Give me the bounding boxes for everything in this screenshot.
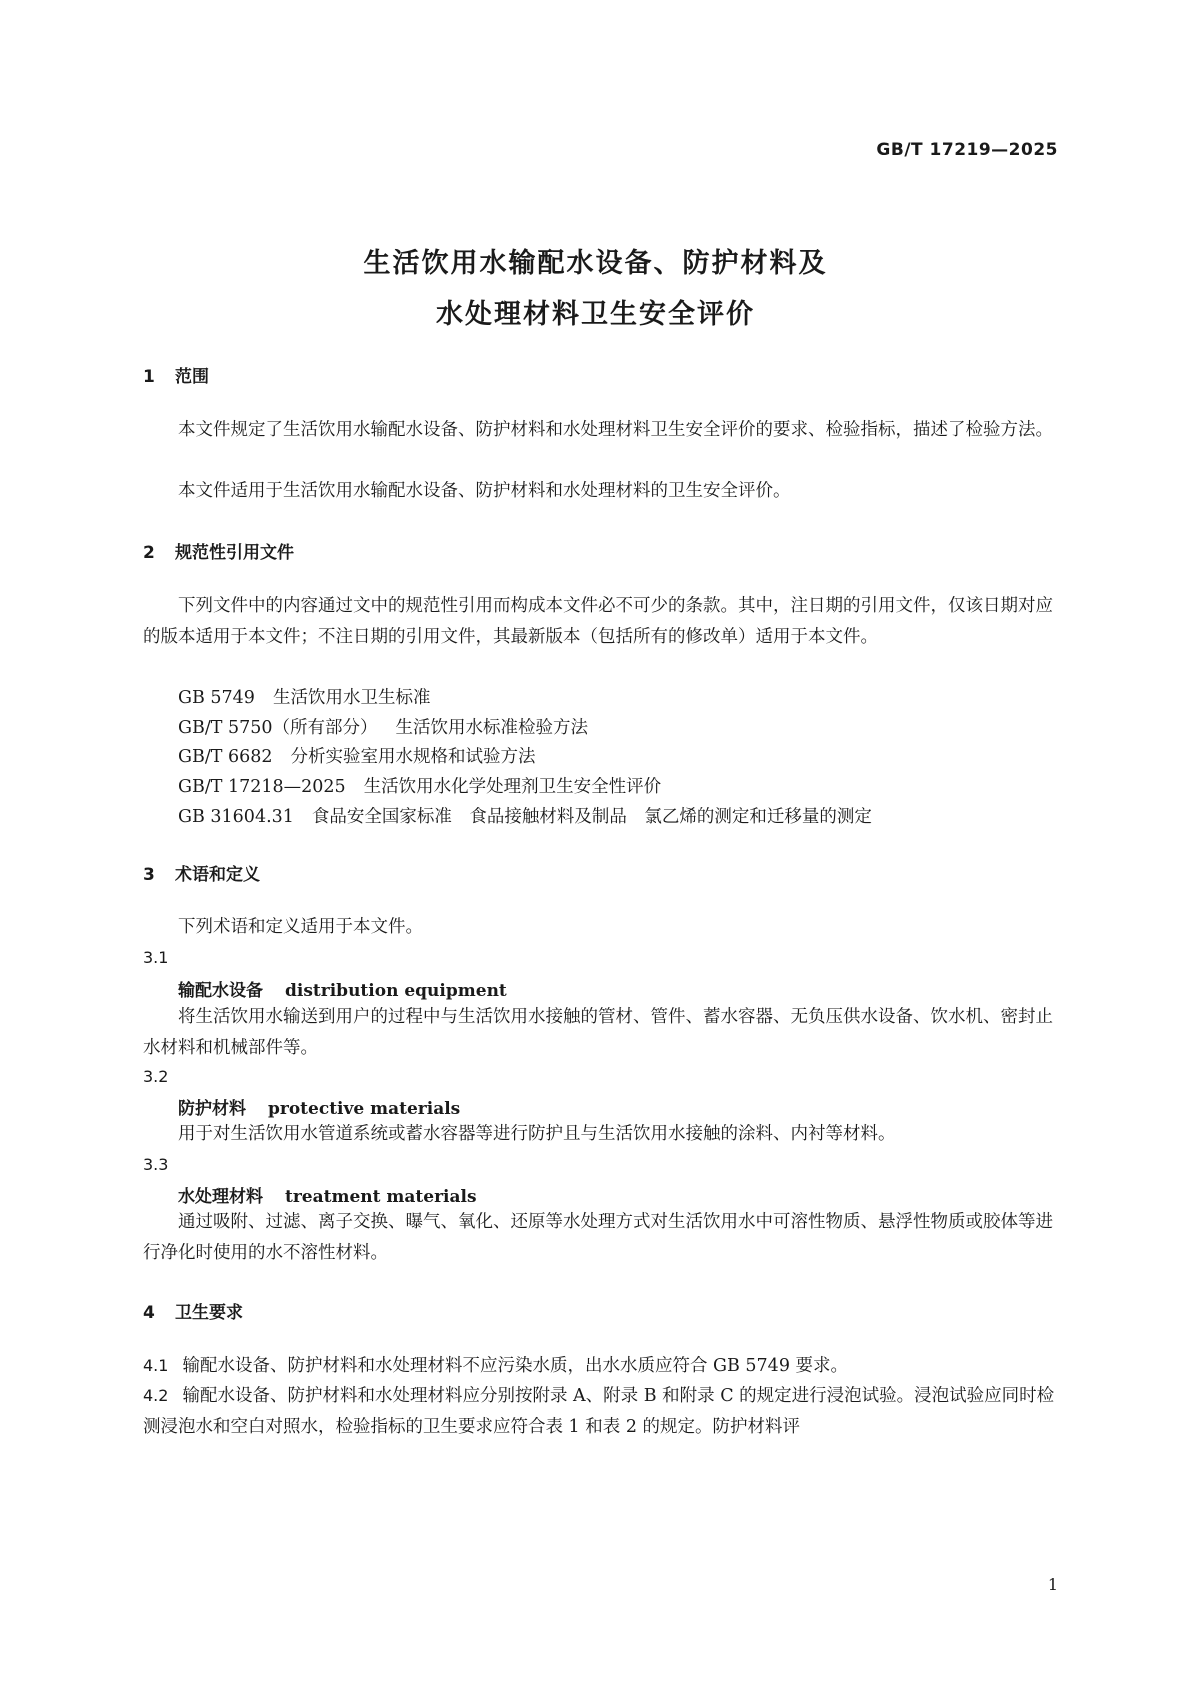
reference-code: GB 5749 xyxy=(178,688,255,708)
requirement-text: 输配水设备、防护材料和水处理材料应分别按附录 A、附录 B 和附录 C 的规定进行浸泡试验。浸泡试验应同时检测浸泡水和空白对照水，检验指标的卫生要求应符合表 1 和表 2 的规定。防护材料评 xyxy=(143,1386,1055,1437)
requirement-number: 4.2 xyxy=(143,1386,169,1405)
term-number: 3.3 xyxy=(143,1155,169,1174)
term-heading xyxy=(178,1182,477,1207)
reference-item xyxy=(178,803,872,828)
requirement-item xyxy=(143,1350,1055,1382)
standard-code: GB/T 17219—2025 xyxy=(876,140,1058,160)
section-2-intro: 下列文件中的内容通过文中的规范性引用而构成本文件必不可少的条款。其中，注日期的引用文件，仅该日期对应的版本适用于本文件；不注日期的引用文件，其最新版本（包括所有的修改单）适用于本文件。 xyxy=(143,596,1053,647)
reference-title: 分析实验室用水规格和试验方法 xyxy=(290,747,536,767)
reference-title: 生活饮用水化学处理剂卫生安全性评价 xyxy=(363,777,662,797)
term-number: 3.2 xyxy=(143,1067,169,1086)
term-zh: 输配水设备 xyxy=(178,981,263,1001)
requirement-text: 输配水设备、防护材料和水处理材料不应污染水质，出水水质应符合 GB 5749 要求。 xyxy=(182,1356,849,1376)
term-heading xyxy=(178,976,507,1001)
requirement-number: 4.1 xyxy=(143,1356,169,1375)
section-title: 范围 xyxy=(175,367,209,387)
reference-item xyxy=(178,684,430,709)
page-number: 1 xyxy=(1047,1575,1058,1594)
section-4-heading xyxy=(143,1298,243,1323)
reference-code: GB/T 17218—2025 xyxy=(178,777,346,797)
term-definition: 通过吸附、过滤、离子交换、曝气、氧化、还原等水处理方式对生活饮用水中可溶性物质、悬浮性物质或胶体等进行净化时使用的水不溶性材料。 xyxy=(143,1212,1053,1263)
section-number: 1 xyxy=(143,367,155,387)
reference-item xyxy=(178,773,661,798)
term-definition: 将生活饮用水输送到用户的过程中与生活饮用水接触的管材、管件、蓄水容器、无负压供水设备、饮水机、密封止水材料和机械部件等。 xyxy=(143,1007,1053,1058)
term-definition: 用于对生活饮用水管道系统或蓄水容器等进行防护且与生活饮用水接触的涂料、内衬等材料。 xyxy=(178,1124,896,1144)
term-heading xyxy=(178,1094,460,1119)
section-title: 术语和定义 xyxy=(175,865,260,885)
section-1-heading xyxy=(143,362,209,387)
requirement-item xyxy=(143,1380,1055,1443)
term-en: protective materials xyxy=(268,1099,461,1119)
section-2-heading xyxy=(143,538,294,563)
title-line-1: 生活饮用水输配水设备、防护材料及 xyxy=(363,248,828,279)
section-number: 4 xyxy=(143,1303,155,1323)
section-3-intro: 下列术语和定义适用于本文件。 xyxy=(178,917,423,937)
term-zh: 防护材料 xyxy=(178,1099,246,1119)
document-title xyxy=(0,238,1191,340)
reference-item xyxy=(178,714,588,739)
section-title: 规范性引用文件 xyxy=(175,543,294,563)
term-en: treatment materials xyxy=(285,1187,477,1207)
section-3-heading xyxy=(143,860,260,885)
section-number: 3 xyxy=(143,865,155,885)
section-1-para-1: 本文件规定了生活饮用水输配水设备、防护材料和水处理材料卫生安全评价的要求、检验指标，描述了检验方法。 xyxy=(178,420,1053,440)
reference-title: 生活饮用水卫生标准 xyxy=(272,688,431,708)
section-title: 卫生要求 xyxy=(175,1303,243,1323)
section-1-para-2: 本文件适用于生活饮用水输配水设备、防护材料和水处理材料的卫生安全评价。 xyxy=(178,481,791,501)
reference-code: GB 31604.31 xyxy=(178,807,294,827)
reference-code: GB/T 6682 xyxy=(178,747,273,767)
reference-item xyxy=(178,743,536,768)
title-line-2: 水处理材料卫生安全评价 xyxy=(436,299,755,330)
term-number: 3.1 xyxy=(143,948,169,967)
reference-code: GB/T 5750（所有部分） xyxy=(178,718,378,738)
reference-title: 生活饮用水标准检验方法 xyxy=(395,718,589,738)
section-number: 2 xyxy=(143,543,155,563)
term-zh: 水处理材料 xyxy=(178,1187,263,1207)
term-en: distribution equipment xyxy=(285,981,507,1001)
reference-title: 食品安全国家标准 食品接触材料及制品 氯乙烯的测定和迁移量的测定 xyxy=(311,807,872,827)
